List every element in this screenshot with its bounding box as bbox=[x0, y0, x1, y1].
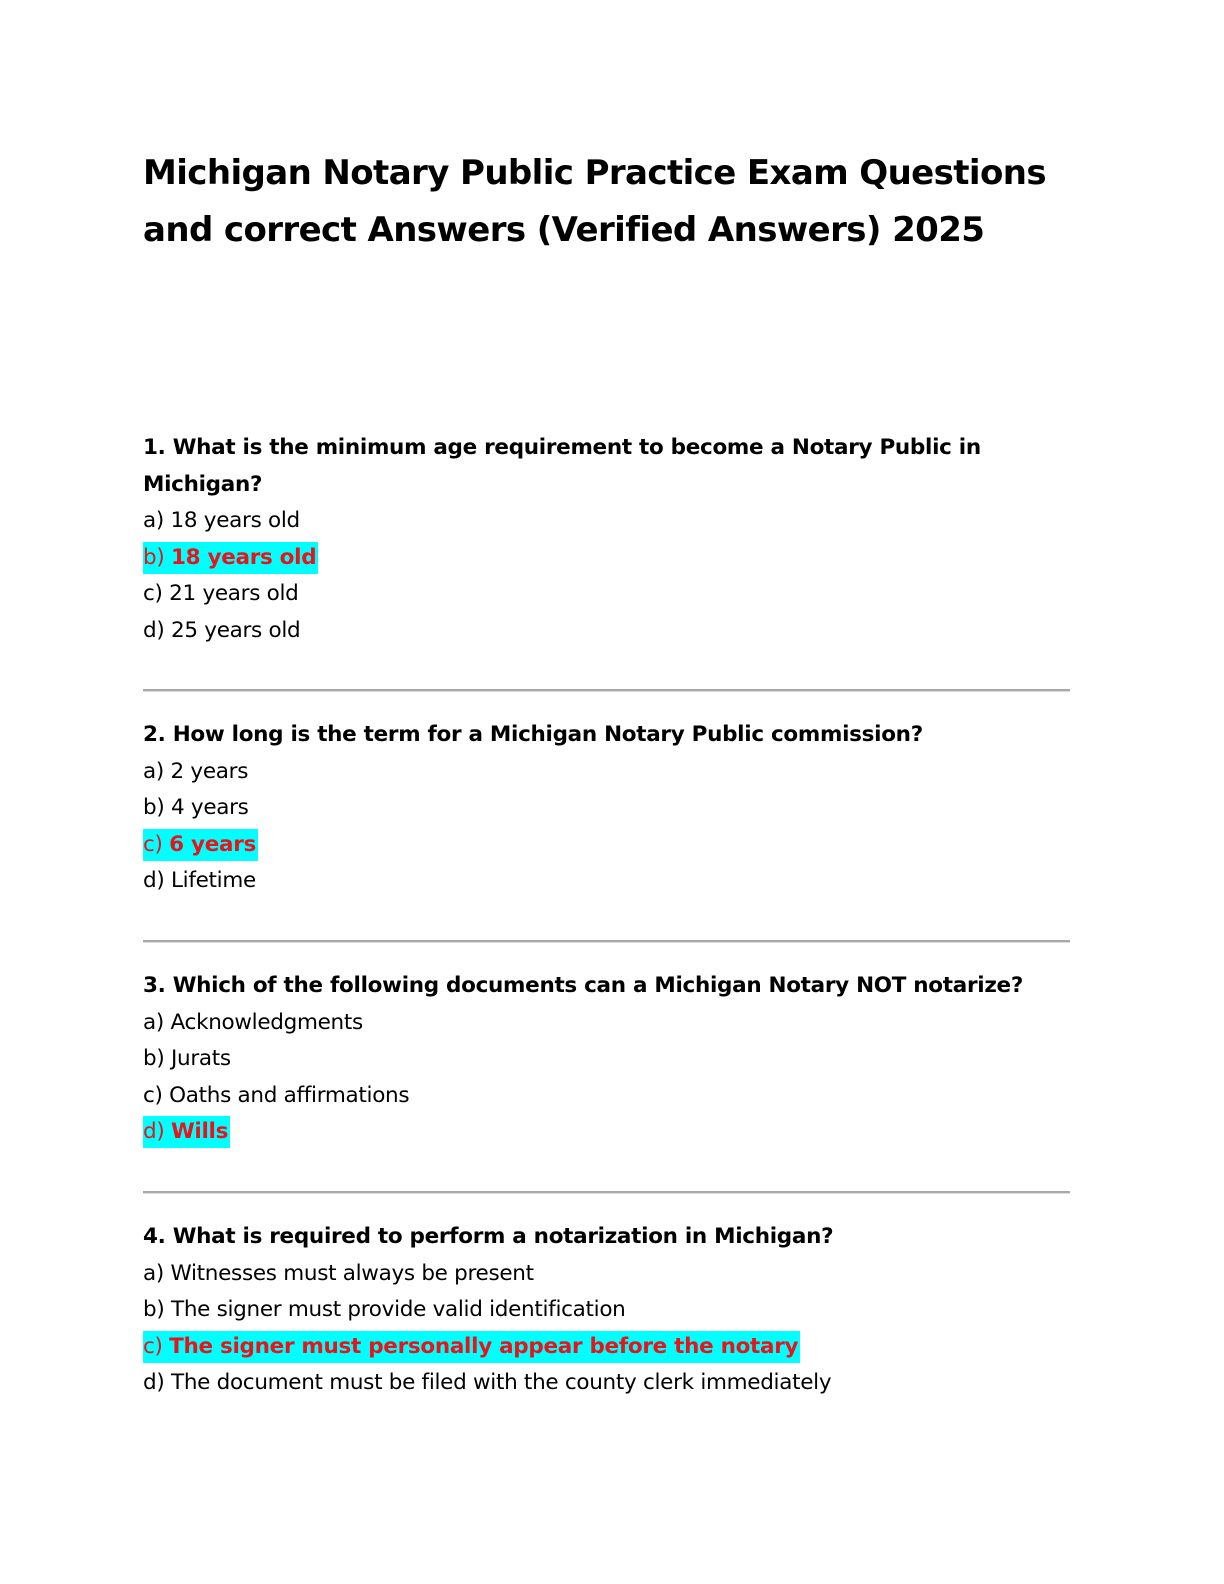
option-b: b) Jurats bbox=[143, 1046, 231, 1071]
option-a: a) Acknowledgments bbox=[143, 1009, 363, 1035]
option-d: d) Lifetime bbox=[143, 868, 256, 893]
option-d: d) The document must be filed with the county clerk immediately bbox=[143, 1370, 832, 1395]
document-title bbox=[143, 145, 1103, 259]
option-c-correct-answer: c) The signer must personally appear before the notary bbox=[143, 1329, 1083, 1366]
option-c-correct-answer: c) 6 years bbox=[143, 827, 1083, 864]
option-c: c) 21 years old bbox=[143, 581, 299, 606]
question-text: 4. What is required to perform a notarization in Michigan? bbox=[143, 1224, 834, 1249]
option-a: a) 18 years old bbox=[143, 508, 300, 533]
option-b: b) 4 years bbox=[143, 795, 249, 820]
option-d-correct-answer: d) Wills bbox=[143, 1114, 1083, 1151]
question-4 bbox=[143, 1219, 1083, 1402]
option-d: d) 25 years old bbox=[143, 617, 301, 643]
question-text: 1. What is the minimum age requirement to become a Notary Public in Michigan? bbox=[143, 435, 981, 497]
section-divider bbox=[143, 1191, 1070, 1194]
question-text: 2. How long is the term for a Michigan Notary Public commission? bbox=[143, 722, 923, 747]
section-divider bbox=[143, 940, 1070, 943]
question-3 bbox=[143, 968, 1083, 1151]
option-a: a) Witnesses must always be present bbox=[143, 1260, 534, 1286]
option-c: c) Oaths and affirmations bbox=[143, 1082, 410, 1108]
question-1 bbox=[143, 430, 1083, 649]
section-divider bbox=[143, 689, 1070, 692]
question-2 bbox=[143, 717, 1083, 900]
option-b-correct-answer: b) 18 years old bbox=[143, 540, 1083, 577]
option-a: a) 2 years bbox=[143, 758, 249, 784]
title-line-2: and correct Answers (Verified Answers) 2025 bbox=[143, 210, 985, 250]
question-text: 3. Which of the following documents can a Michigan Notary NOT notarize? bbox=[143, 973, 1024, 998]
option-b: b) The signer must provide valid identification bbox=[143, 1297, 626, 1322]
title-line-1: Michigan Notary Public Practice Exam Questions bbox=[143, 153, 1046, 193]
